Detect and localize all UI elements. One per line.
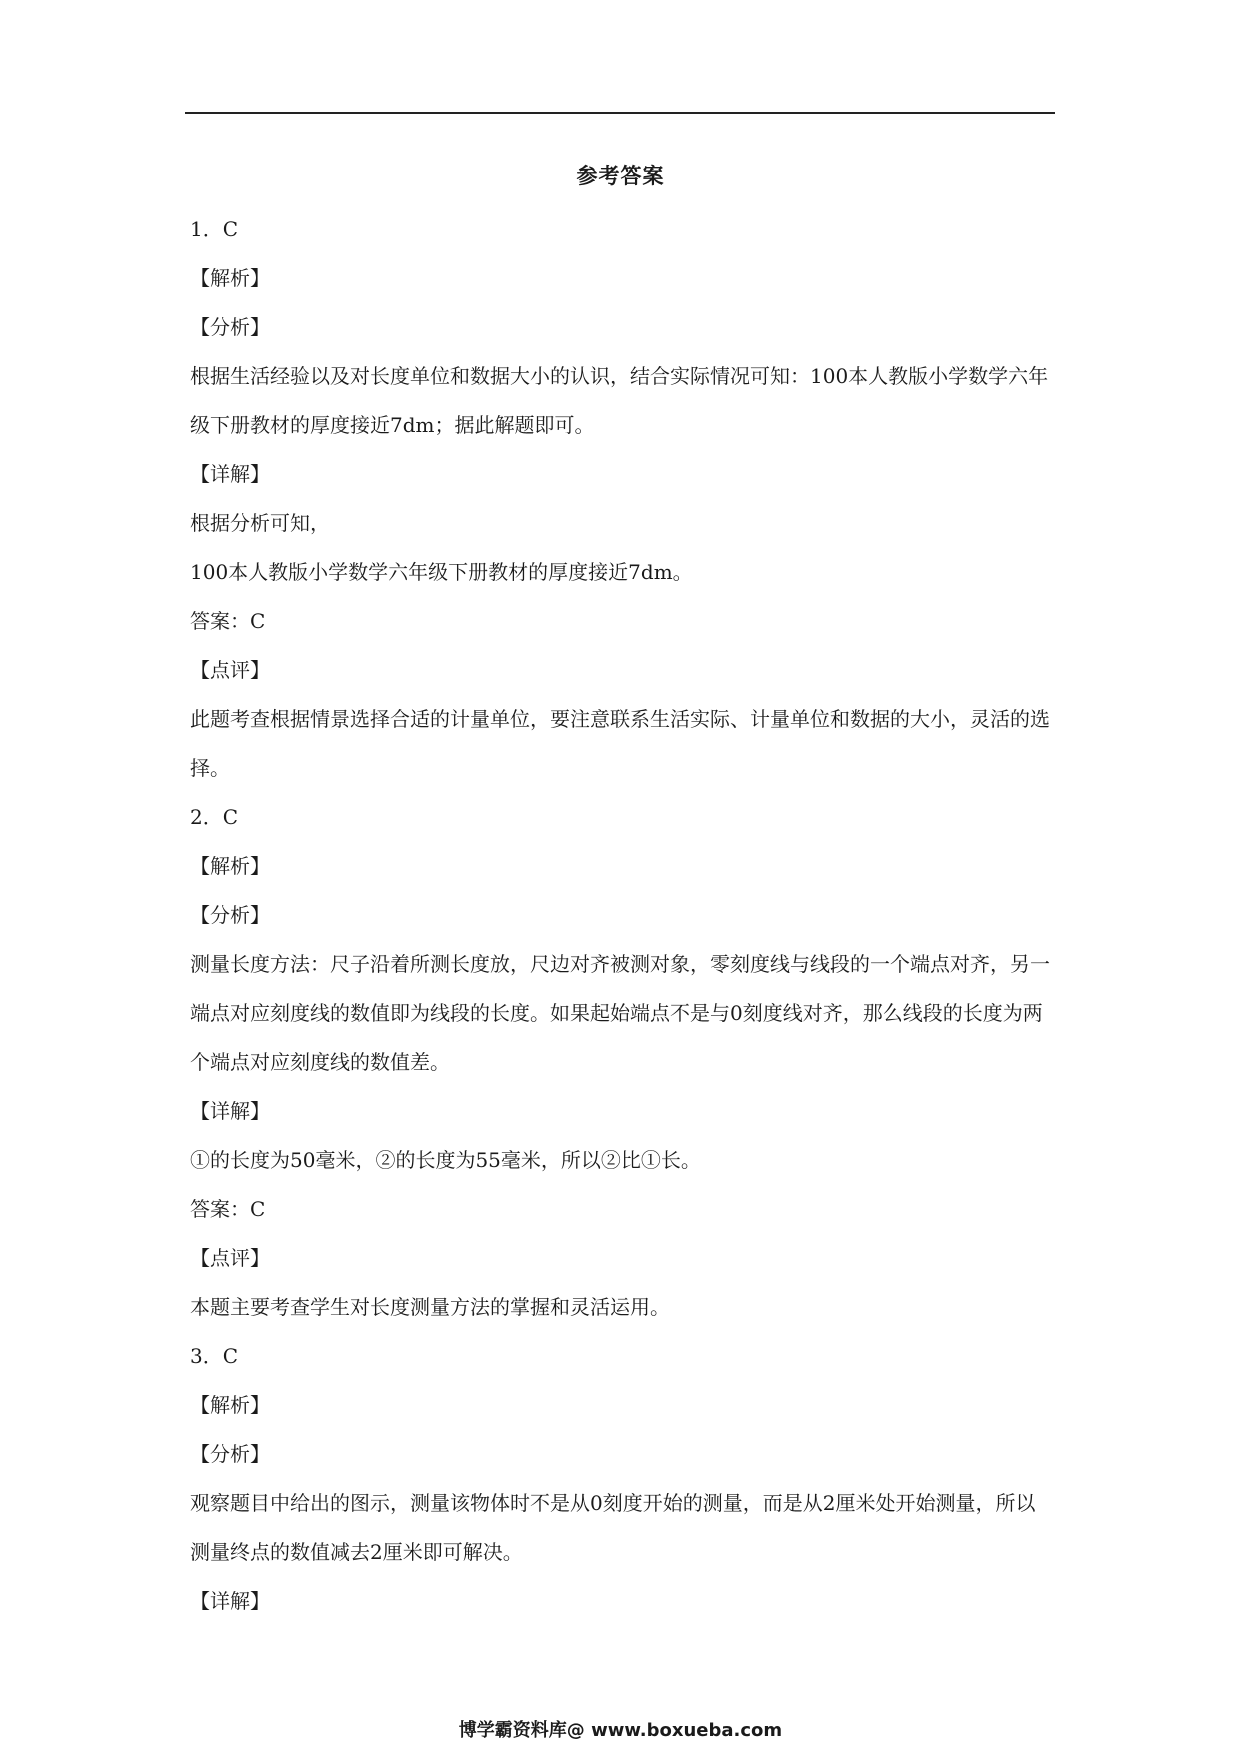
paragraph: 答案：C	[190, 1197, 266, 1221]
paragraph: 【分析】	[190, 315, 270, 339]
paragraph: 【解析】	[190, 266, 270, 290]
paragraph: 测量长度方法：尺子沿着所测长度放，尺边对齐被测对象，零刻度线与线段的一个端点对齐，另一端点对应刻度线的数值即为线段的长度。如果起始端点不是与0刻度线对齐，那么线段的长度为两个端点对应刻度线的数值差。	[190, 952, 1050, 1074]
paragraph: 【分析】	[190, 1442, 270, 1466]
answer-content	[190, 205, 1050, 1626]
paragraph: 3．C	[190, 1344, 239, 1368]
paragraph: 【点评】	[190, 1246, 270, 1270]
paragraph: 答案：C	[190, 609, 266, 633]
paragraph: 【分析】	[190, 903, 270, 927]
header-rule	[185, 112, 1055, 114]
paragraph: 根据生活经验以及对长度单位和数据大小的认识，结合实际情况可知：100本人教版小学数学六年级下册教材的厚度接近7dm；据此解题即可。	[190, 364, 1049, 437]
paragraph: 【解析】	[190, 854, 270, 878]
paragraph: 此题考查根据情景选择合适的计量单位，要注意联系生活实际、计量单位和数据的大小，灵活的选择。	[190, 707, 1050, 780]
paragraph: 100本人教版小学数学六年级下册教材的厚度接近7dm。	[190, 560, 693, 584]
paragraph: 1．C	[190, 217, 239, 241]
footer-watermark: 博学霸资料库@ www.boxueba.com	[458, 1720, 783, 1741]
paragraph: 【详解】	[190, 1589, 270, 1613]
paragraph: 【详解】	[190, 462, 270, 486]
paragraph: 观察题目中给出的图示，测量该物体时不是从0刻度开始的测量，而是从2厘米处开始测量，所以测量终点的数值减去2厘米即可解决。	[190, 1491, 1036, 1564]
paragraph: 【点评】	[190, 658, 270, 682]
paragraph: 【详解】	[190, 1099, 270, 1123]
paragraph: 2．C	[190, 805, 239, 829]
paragraph: 本题主要考查学生对长度测量方法的掌握和灵活运用。	[190, 1295, 670, 1319]
page-title: 参考答案	[576, 164, 665, 188]
paragraph: ①的长度为50毫米，②的长度为55毫米，所以②比①长。	[190, 1148, 701, 1172]
paragraph: 【解析】	[190, 1393, 270, 1417]
paragraph: 根据分析可知，	[190, 511, 330, 535]
